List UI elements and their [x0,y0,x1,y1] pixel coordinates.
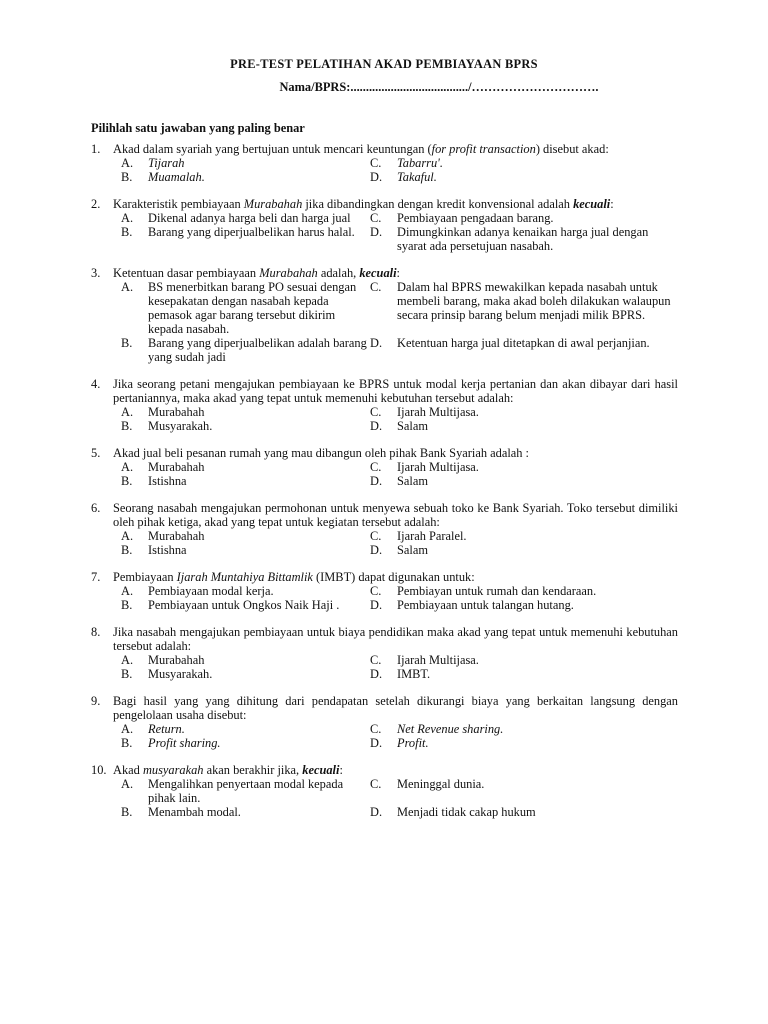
answer-option-d [370,736,678,750]
option-text: Net Revenue sharing. [397,722,504,736]
option-text: Mengalihkan penyertaan modal kepada pihak lain. [148,777,344,805]
question-4 [91,377,678,433]
option-letter: D. [370,667,383,681]
question-9 [91,694,678,750]
answer-option-a [91,156,370,170]
question-text-part: Karakteristik pembiayaan [113,197,244,211]
option-letter: D. [370,336,383,350]
option-letter: A. [121,777,134,791]
option-letter: B. [121,598,133,612]
answer-option-a [91,777,370,805]
answer-option-b [91,805,370,819]
question-text [91,694,678,722]
question-2 [91,197,678,253]
instruction-text: Pilihlah satu jawaban yang paling benar [91,121,305,135]
question-text [91,266,678,280]
option-text: Tijarah [148,156,185,170]
question-number: 3. [91,266,101,280]
option-text: Ketentuan harga jual ditetapkan di awal perjanjian. [397,336,650,350]
question-text-part: Murabahah [243,197,303,211]
question-text-part: Jika nasabah mengajukan pembiayaan untuk biaya pendidikan maka akad yang tepat untuk memenuhi kebutuhan tersebut adalah: [113,625,678,653]
option-text: Murabahah [148,460,205,474]
question-text-part: kecuali [359,266,397,280]
answer-option-b [91,598,370,612]
question-text-part: Murabahah [259,266,318,280]
question-text-part: kecuali [573,197,611,211]
option-text: Murabahah [148,653,205,667]
question-text-part: Ketentuan dasar pembiayaan [113,266,260,280]
question-number: 9. [91,694,101,708]
option-text: Meninggal dunia. [397,777,485,791]
option-letter: C. [370,529,382,543]
question-text-part: Akad [113,763,143,777]
question-number: 6. [91,501,101,515]
option-letter: A. [121,211,134,225]
option-text: Salam [397,543,428,557]
option-letter: A. [121,653,134,667]
option-letter: A. [121,529,134,543]
question-text-part: Jika seorang petani mengajukan pembiayaan ke BPRS untuk modal kerja pertanian dan akan dibayar dari hasil pertaniannya, maka akad yang tepat untuk memenuhi kebutuhan tersebut adalah: [113,377,678,405]
option-text: Pembiayaan pengadaan barang. [397,211,554,225]
option-letter: D. [370,225,383,239]
option-text: Menambah modal. [148,805,241,819]
answer-option-c [370,653,678,667]
option-text: Ijarah Multijasa. [397,460,479,474]
answer-option-c [370,460,678,474]
question-3 [91,266,678,364]
question-list [91,142,678,832]
question-text-part: : [610,197,614,211]
question-5 [91,446,678,488]
option-letter: B. [121,543,133,557]
option-letter: A. [121,405,134,419]
answer-option-a [91,211,370,225]
option-text: Ijarah Paralel. [397,529,467,543]
answer-option-d [370,170,678,184]
option-text: IMBT. [397,667,431,681]
option-letter: C. [370,653,382,667]
option-letter: B. [121,225,133,239]
option-letter: C. [370,722,382,736]
option-letter: C. [370,211,382,225]
answer-option-b [91,736,370,750]
option-text: Dimungkinkan adanya kenaikan harga jual dengan syarat ada persetujuan nasabah. [397,225,649,253]
question-number: 10. [91,763,107,777]
question-text-part: jika dibandingkan dengan kredit konvensional adalah [302,197,574,211]
option-text: Ijarah Multijasa. [397,653,479,667]
question-text-part: ) disebut akad: [535,142,609,156]
option-letter: D. [370,419,383,433]
question-number: 7. [91,570,101,584]
option-letter: B. [121,474,133,488]
question-text [91,377,678,405]
question-text-part: akan berakhir jika, [203,763,303,777]
answer-option-a [91,280,370,336]
answer-option-a [91,722,370,736]
question-text-part: kecuali [302,763,340,777]
option-text: Return. [148,722,185,736]
answer-option-c [370,777,678,805]
answer-option-c [370,280,678,336]
question-text [91,142,678,156]
question-text-part: : [396,266,400,280]
answer-option-d [370,598,678,612]
question-text-part: Bagi hasil yang yang dihitung dari pendapatan setelah dikurangi biaya yang berkaitan langsung dengan pengelolaan usaha disebut: [113,694,678,722]
question-number: 1. [91,142,101,156]
option-letter: A. [121,460,134,474]
document-title: PRE-TEST PELATIHAN AKAD PEMBIAYAAN BPRS [230,57,538,71]
answer-option-c [370,405,678,419]
option-text: Barang yang diperjualbelikan harus halal. [148,225,355,239]
question-text-part: Pembiayaan [113,570,177,584]
option-text: Dikenal adanya harga beli dan harga jual [148,211,351,225]
question-text [91,446,678,460]
answer-option-b [91,336,370,364]
option-letter: A. [121,156,134,170]
option-text: Profit. [397,736,429,750]
question-8 [91,625,678,681]
option-text: Pembiayaan untuk Ongkos Naik Haji . [148,598,340,612]
option-letter: B. [121,736,133,750]
answer-option-b [91,170,370,184]
answer-option-d [370,336,678,364]
question-text-part: adalah, [317,266,360,280]
question-7 [91,570,678,612]
option-letter: C. [370,777,382,791]
option-text: Pembiayaan modal kerja. [148,584,274,598]
option-letter: A. [121,722,134,736]
question-number: 2. [91,197,101,211]
option-letter: B. [121,667,133,681]
question-1 [91,142,678,184]
question-text-part: (IMBT) dapat digunakan untuk: [312,570,475,584]
option-letter: A. [121,280,134,294]
answer-option-d [370,805,678,819]
answer-option-d [370,474,678,488]
answer-option-d [370,667,678,681]
question-number: 5. [91,446,101,460]
option-letter: B. [121,170,133,184]
question-text [91,197,678,211]
option-letter: C. [370,156,382,170]
option-letter: D. [370,543,383,557]
option-text: Dalam hal BPRS mewakilkan kepada nasabah untuk membeli barang, maka akad boleh dilakukan walaupun secara prinsip barang belum menjadi milik BPRS. [397,280,671,322]
question-text-part: for profit transaction [431,142,536,156]
answer-option-c [370,529,678,543]
option-letter: D. [370,474,383,488]
option-text: Pembiayan untuk rumah dan kendaraan. [397,584,597,598]
option-letter: D. [370,170,383,184]
answer-option-d [370,419,678,433]
answer-option-c [370,156,678,170]
answer-option-a [91,529,370,543]
answer-option-b [91,225,370,253]
question-10 [91,763,678,819]
option-text: Salam [397,419,428,433]
option-text: Tabarru'. [397,156,443,170]
option-text: Murabahah [148,405,205,419]
option-letter: C. [370,584,382,598]
question-text-part: : [339,763,343,777]
option-letter: D. [370,805,383,819]
option-text: Musyarakah. [148,419,213,433]
question-text-part: Akad jual beli pesanan rumah yang mau dibangun oleh pihak Bank Syariah adalah : [113,446,529,460]
option-text: Menjadi tidak cakap hukum [397,805,536,819]
question-number: 4. [91,377,101,391]
option-letter: D. [370,598,383,612]
option-letter: C. [370,405,382,419]
answer-option-b [91,667,370,681]
option-letter: C. [370,280,382,294]
option-text: Barang yang diperjualbelikan adalah barang yang sudah jadi [148,336,367,364]
option-letter: B. [121,336,133,350]
answer-option-b [91,543,370,557]
answer-option-c [370,584,678,598]
question-text-part: Akad dalam syariah yang bertujuan untuk mencari keuntungan ( [113,142,432,156]
option-text: Salam [397,474,428,488]
answer-option-a [91,405,370,419]
question-text [91,625,678,653]
option-text: BS menerbitkan barang PO sesuai dengan kesepakatan dengan nasabah kepada pemasok agar barang tersebut dikirim kepada nasabah. [148,280,357,336]
option-text: Istishna [148,474,187,488]
question-number: 8. [91,625,101,639]
answer-option-a [91,584,370,598]
question-6 [91,501,678,557]
question-text [91,501,678,529]
option-letter: A. [121,584,134,598]
answer-option-c [370,722,678,736]
question-text [91,763,678,777]
answer-option-a [91,460,370,474]
option-letter: C. [370,460,382,474]
question-text [91,570,678,584]
option-text: Takaful. [397,170,437,184]
answer-option-c [370,211,678,225]
option-text: Murabahah [148,529,205,543]
option-text: Ijarah Multijasa. [397,405,479,419]
option-text: Musyarakah. [148,667,213,681]
question-text-part: Ijarah Muntahiya Bittamlik [176,570,313,584]
option-letter: B. [121,805,133,819]
option-letter: D. [370,736,383,750]
name-bprs-field: Nama/BPRS:....................................../…………………………. [279,80,599,94]
answer-option-d [370,225,678,253]
question-text-part: musyarakah [142,763,204,777]
answer-option-a [91,653,370,667]
question-text-part: Seorang nasabah mengajukan permohonan untuk menyewa sebuah toko ke Bank Syariah. Toko tersebut dimiliki oleh pihak ketiga, akad yang tepat untuk kegiatan tersebut adalah: [113,501,678,529]
answer-option-d [370,543,678,557]
option-text: Profit sharing. [148,736,221,750]
option-text: Istishna [148,543,187,557]
answer-option-b [91,474,370,488]
option-text: Pembiayaan untuk talangan hutang. [397,598,574,612]
answer-option-b [91,419,370,433]
option-text: Muamalah. [148,170,205,184]
option-letter: B. [121,419,133,433]
